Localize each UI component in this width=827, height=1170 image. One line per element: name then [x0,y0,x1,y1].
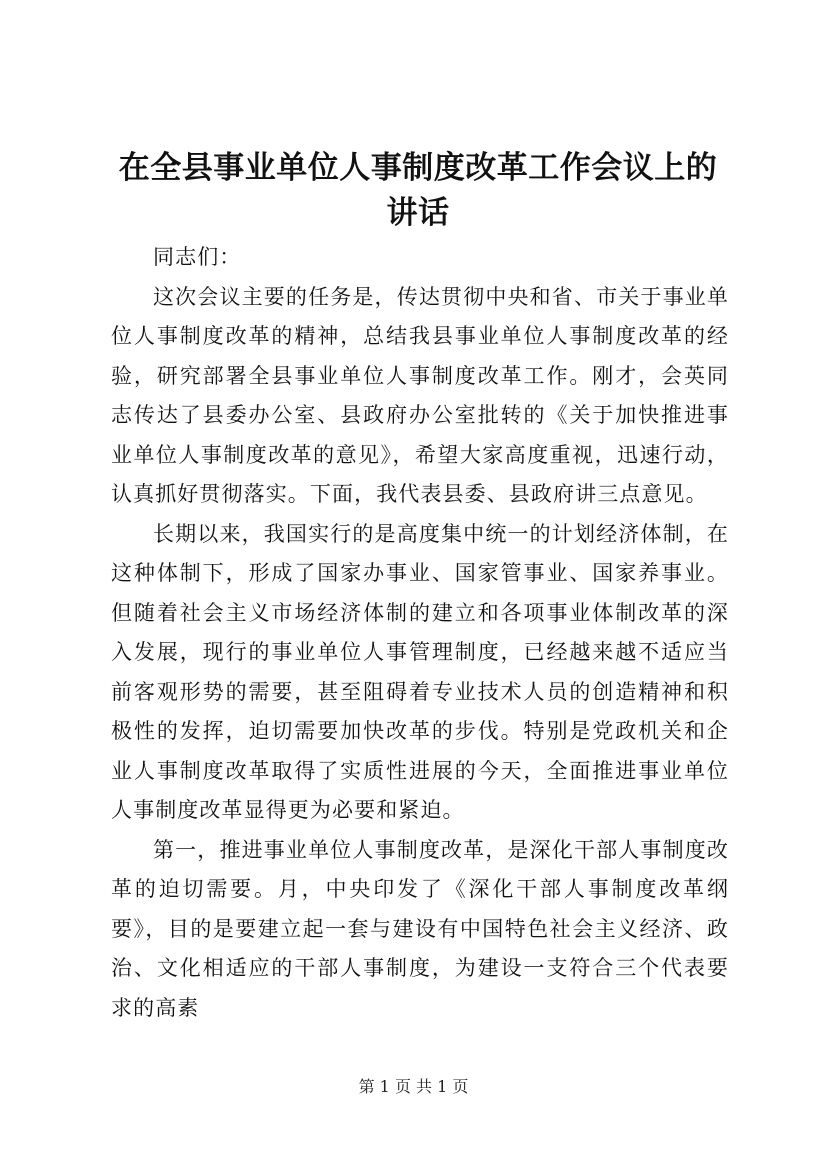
paragraph-1: 这次会议主要的任务是，传达贯彻中央和省、市关于事业单位人事制度改革的精神，总结我县事业单位人事制度改革的经验，研究部署全县事业单位人事制度改革工作。刚才，会英同志传达了县委办公室、县政府办公室批转的《关于加快推进事业单位人事制度改革的意见》，希望大家高度重视，迅速行动，认真抓好贯彻落实。下面，我代表县委、县政府讲三点意见。 [111,284,729,506]
document-title: 在全县事业单位人事制度改革工作会议上的讲话 [118,150,718,231]
salutation: 同志们： [153,245,242,269]
page-footer: 第 1 页 共 1 页 [358,1077,469,1096]
paragraph-3: 第一，推进事业单位人事制度改革，是深化干部人事制度改革的迫切需要。月，中央印发了《深化干部人事制度改革纲要》，目的是要建立起一套与建设有中国特色社会主义经济、政治、文化相适应的干部人事制度，为建设一支符合三个代表要求的高素 [111,837,729,1020]
paragraph-2: 长期以来，我国实行的是高度集中统一的计划经济体制，在这种体制下，形成了国家办事业、国家管事业、国家养事业。但随着社会主义市场经济体制的建立和各项事业体制改革的深入发展，现行的事业单位人事管理制度，已经越来越不适应当前客观形势的需要，甚至阻碍着专业技术人员的创造精神和积极性的发挥，迫切需要加快改革的步伐。特别是党政机关和企业人事制度改革取得了实质性进展的今天，全面推进事业单位人事制度改革显得更为必要和紧迫。 [111,521,729,822]
document-body [111,238,729,1028]
